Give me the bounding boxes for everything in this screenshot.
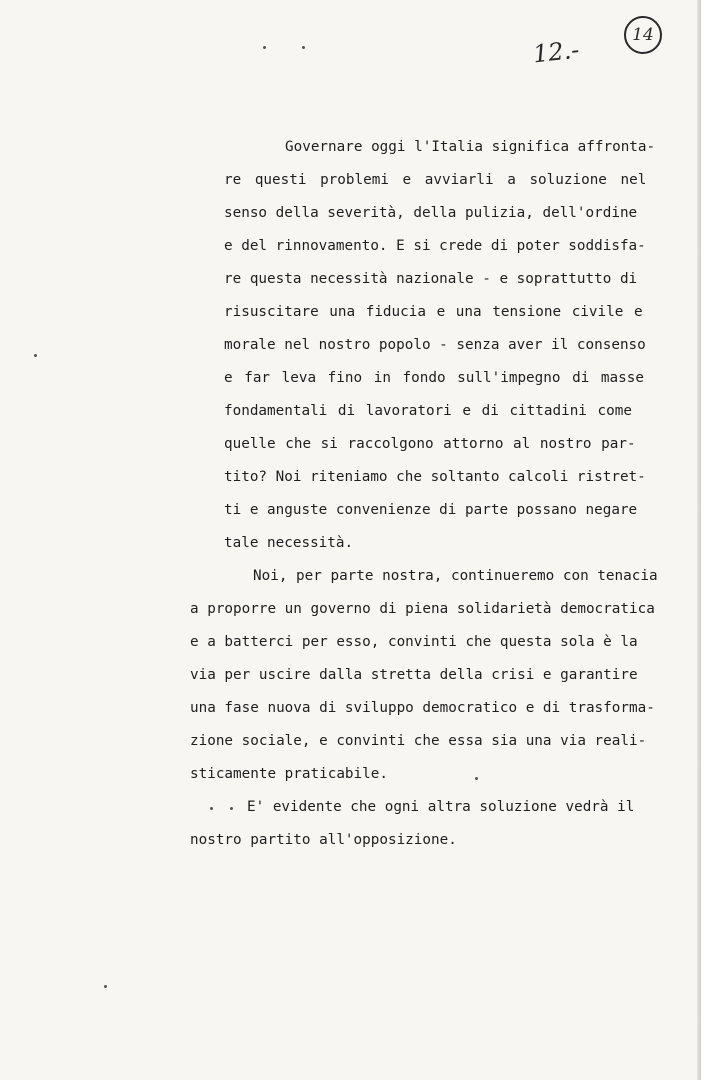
text-line: e far leva fino in fondo sull'impegno di masse (224, 370, 644, 386)
text-line: fondamentali di lavoratori e di cittadini come (224, 403, 632, 419)
page-edge (697, 0, 701, 1080)
scan-speck (210, 807, 213, 810)
text-line: una fase nuova di sviluppo democratico e di trasforma- (190, 700, 655, 716)
text-line: sticamente praticabile. (190, 766, 388, 782)
scan-speck (475, 777, 478, 780)
text-line: e a batterci per esso, convinti che questa sola è la (190, 634, 638, 650)
text-line: zione sociale, e convinti che essa sia una via reali- (190, 733, 647, 749)
text-line: senso della severità, della pulizia, dell'ordine (224, 205, 638, 221)
scan-speck (104, 985, 107, 988)
text-line: e del rinnovamento. E si crede di poter soddisfa- (224, 238, 646, 254)
text-line: Noi, per parte nostra, continueremo con tenacia (253, 568, 658, 584)
text-line: a proporre un governo di piena solidarietà democratica (190, 601, 655, 617)
scan-speck (302, 46, 305, 49)
scan-speck (263, 46, 266, 49)
text-line: re questi problemi e avviarli a soluzione nel (224, 172, 647, 188)
text-line: quelle che si raccolgono attorno al nostro par- (224, 436, 636, 452)
circled-folio-number: 14 (624, 16, 662, 54)
text-line: morale nel nostro popolo - senza aver il consenso (224, 337, 646, 353)
scan-speck (230, 807, 233, 810)
scan-speck (34, 354, 37, 357)
text-line: re questa necessità nazionale - e soprattutto di (224, 271, 638, 287)
text-line: via per uscire dalla stretta della crisi e garantire (190, 667, 638, 683)
text-line: tito? Noi riteniamo che soltanto calcoli ristret- (224, 469, 646, 485)
text-line: tale necessità. (224, 535, 354, 551)
text-line: risuscitare una fiducia e una tensione civile e (224, 304, 643, 320)
text-line: Governare oggi l'Italia significa affronta- (285, 139, 656, 155)
text-line: E' evidente che ogni altra soluzione vedrà il (247, 799, 635, 815)
handwritten-page-number: 12.- (531, 35, 581, 69)
text-line: nostro partito all'opposizione. (190, 832, 457, 848)
text-line: ti e anguste convenienze di parte possano negare (224, 502, 638, 518)
